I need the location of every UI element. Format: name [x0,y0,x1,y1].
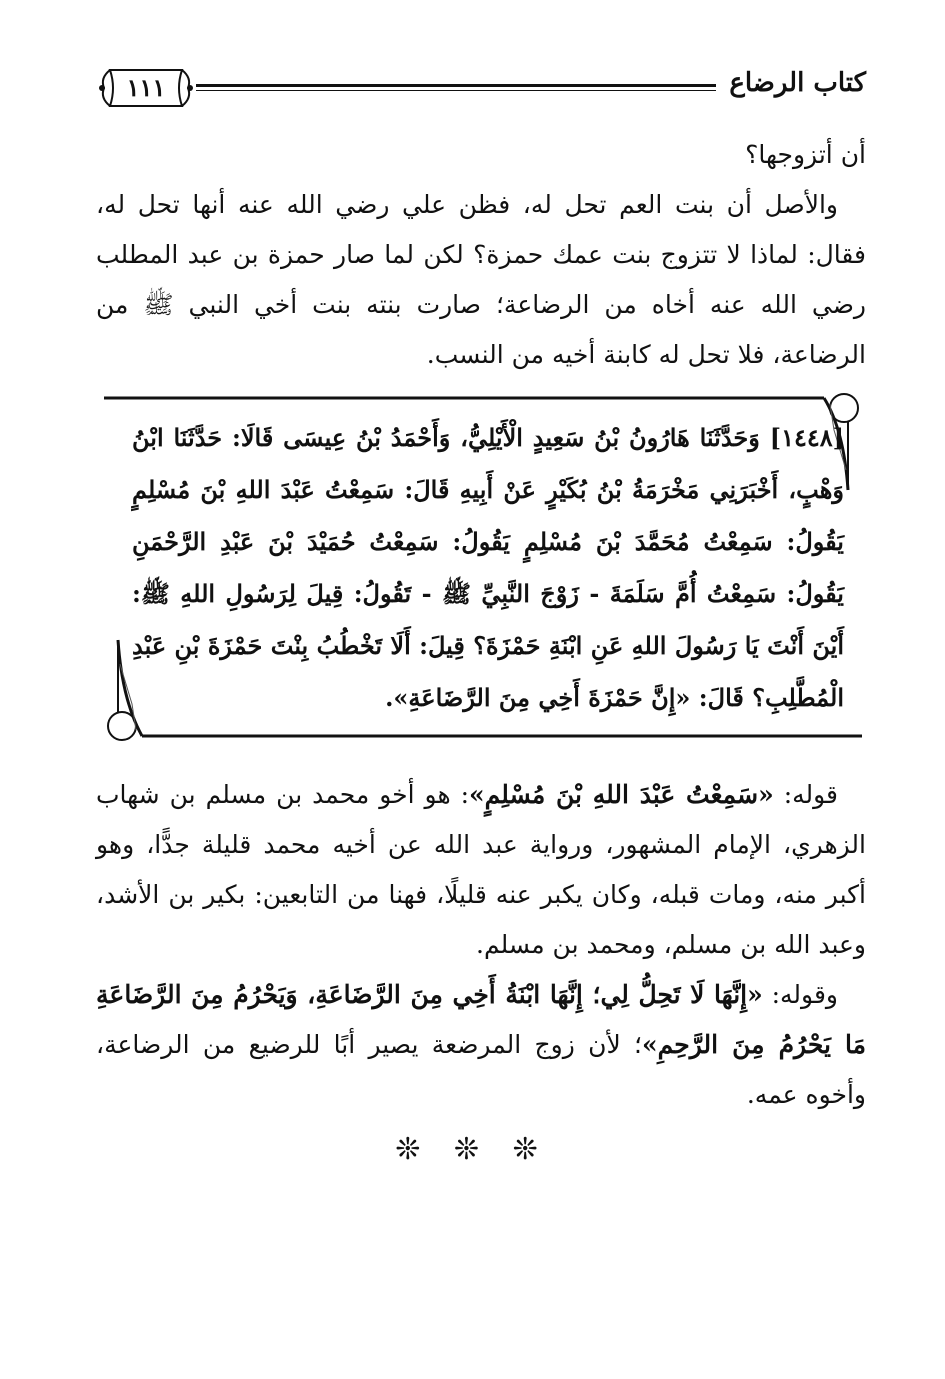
commentary-quote-2: «إِنَّهَا لَا تَحِلُّ لِي؛ إِنَّهَا ابْنَةُ أَخِي مِنَ الرَّضَاعَةِ، وَيَحْرُمُ مِنَ الرَّضَاعَةِ مَا يَحْرُمُ مِنَ الرَّحِمِ» [96,980,867,1059]
commentary-paragraph-1 [96,770,866,970]
page-number-badge [96,66,196,110]
intro-line: أن أتزوجها؟ [745,140,866,169]
running-title: كتاب الرضاع [729,68,866,98]
header-rule [196,84,716,94]
commentary-rest-2: ؛ لأن زوج المرضعة يصير أبًا للرضيع من الرضاعة، وأخوه عمه. [96,1030,866,1109]
commentary-lead-2: وقوله: [762,980,838,1009]
page-number: ١١١ [126,73,166,102]
commentary-text [96,770,866,1120]
page-header [96,62,866,118]
commentary-quote-1: «سَمِعْتُ عَبْدَ اللهِ بْنَ مُسْلِمٍ» [469,780,774,809]
section-ornament: ❊ ❊ ❊ [395,1132,550,1167]
commentary-paragraph-2 [96,970,866,1120]
intro-paragraph: والأصل أن بنت العم تحل له، فظن علي رضي الله عنه أنها تحل له، فقال: لماذا لا تتزوج بنت عمك حمزة؟ لكن لما صار حمزة بن عبد المطلب رضي الله عنه أخاه من الرضاعة؛ صارت بنته بنت أخي النبي ﷺ من الرضاعة، فلا تحل له كابنة أخيه من النسب. [96,190,866,369]
commentary-rest-1: : هو أخو محمد بن مسلم بن شهاب الزهري، الإمام المشهور، ورواية عبد الله عن أخيه محمد قليلة جدًّا، وهو أكبر منه، ومات قبله، وكان يكبر عنه قليلًا، فهنا من التابعين: بكير بن الأشد، وعبد الله بن مسلم، ومحمد بن مسلم. [96,780,866,959]
commentary-lead-1: قوله: [773,780,838,809]
hadith-text: [١٤٤٨] وَحَدَّثَنَا هَارُونُ بْنُ سَعِيدٍ الْأَيْلِيُّ، وَأَحْمَدُ بْنُ عِيسَى قَالَا: حَدَّثَنَا ابْنُ وَهْبٍ، أَخْبَرَنِي مَخْرَمَةُ بْنُ بُكَيْرٍ عَنْ أَبِيهِ قَالَ: سَمِعْتُ عَبْدَ اللهِ بْنَ مُسْلِمٍ يَقُولُ: سَمِعْتُ مُحَمَّدَ بْنَ مُسْلِمٍ يَقُولُ: سَمِعْتُ حُمَيْدَ بْنَ عَبْدِ الرَّحْمَنِ يَقُولُ: سَمِعْتُ أُمَّ سَلَمَةَ - زَوْجَ النَّبِيِّ ﷺ - تَقُولُ: قِيلَ لِرَسُولِ اللهِ ﷺ: أَيْنَ أَنْتَ يَا رَسُولَ اللهِ عَنِ ابْنَةِ حَمْزَةَ؟ قِيلَ: أَلَا تَخْطُبُ بِنْتَ حَمْزَةَ بْنِ عَبْدِ الْمُطَّلِبِ؟ قَالَ: «إِنَّ حَمْزَةَ أَخِي مِنَ الرَّضَاعَةِ». [132,423,844,712]
intro-text [96,130,866,380]
